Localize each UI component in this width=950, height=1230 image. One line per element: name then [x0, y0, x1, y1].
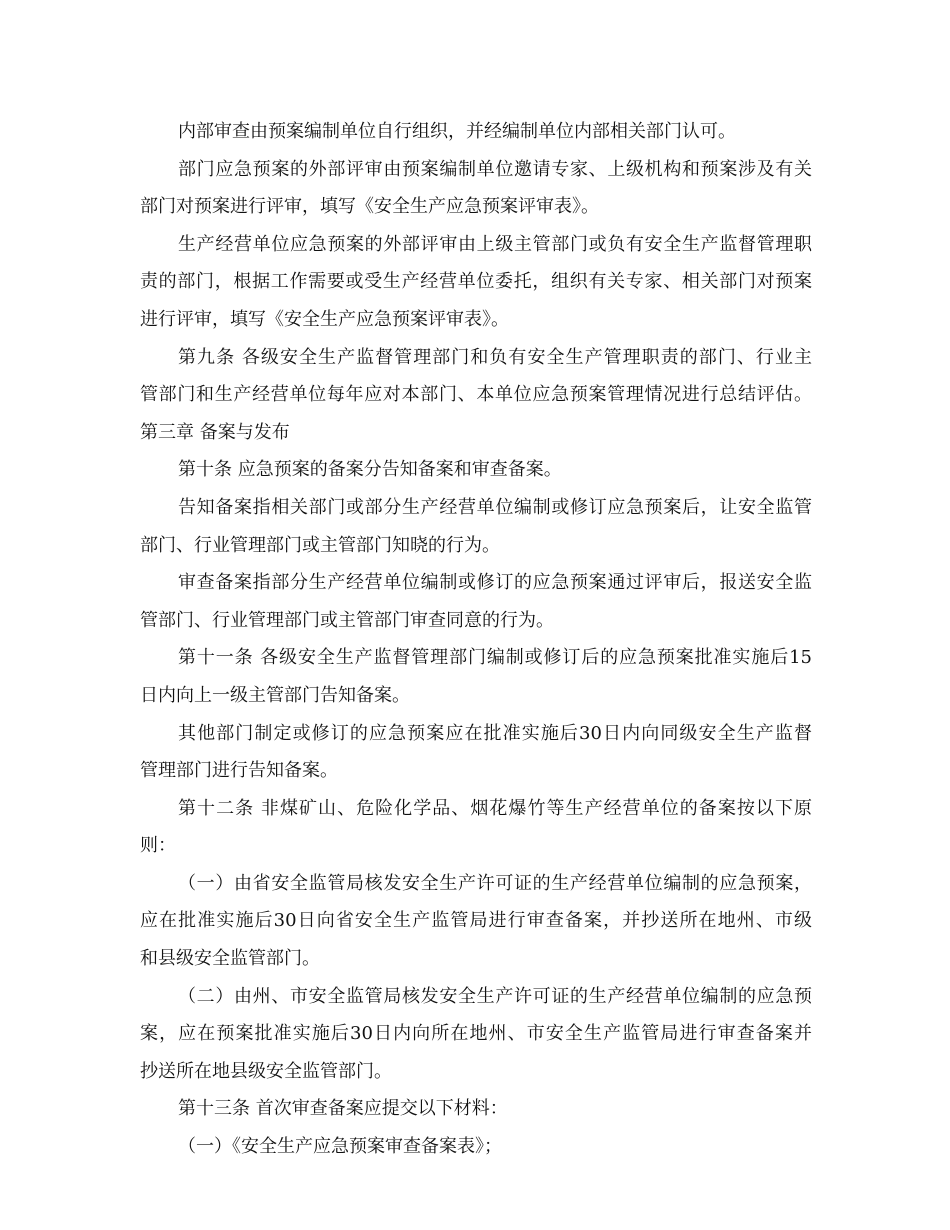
text-line: 其他部门制定或修订的应急预案应在批准实施后30日内向同级安全生产监督 — [178, 722, 812, 744]
document-page — [140, 113, 812, 1166]
text-line: 审查备案指部分生产经营单位编制或修订的应急预案通过评审后，报送安全监 — [178, 572, 812, 594]
text-line: 告知备案指相关部门或部分生产经营单位编制或修订应急预案后，让安全监管 — [178, 496, 812, 518]
text-line: 抄送所在地县级安全监管部门。 — [140, 1060, 392, 1082]
article-11-heading: 第十一条 各级安全生产监督管理部门编制或修订后的应急预案批准实施后15 — [178, 647, 812, 669]
text-line: 生产经营单位应急预案的外部评审由上级主管部门或负有安全生产监督管理职 — [178, 233, 812, 255]
text-line: 部门、行业管理部门或主管部门知晓的行为。 — [140, 534, 500, 556]
list-item-1: （一）由省安全监管局核发安全生产许可证的生产经营单位编制的应急预案， — [178, 872, 812, 894]
list-item-1: （一）《安全生产应急预案审查备案表》； — [178, 1136, 502, 1158]
article-9-heading: 第九条 各级安全生产监督管理部门和负有安全生产管理职责的部门、行业主 — [178, 346, 812, 368]
text-line: 进行评审，填写《安全生产应急预案评审表》。 — [140, 308, 509, 330]
text-line: 应在批准实施后30日向省安全生产监管局进行审查备案，并抄送所在地州、市级 — [140, 910, 812, 932]
text-line: 部门应急预案的外部评审由预案编制单位邀请专家、上级机构和预案涉及有关 — [178, 158, 812, 180]
list-item-2: （二）由州、市安全监管局核发安全生产许可证的生产经营单位编制的应急预 — [178, 985, 812, 1007]
article-12-heading: 第十二条 非煤矿山、危险化学品、烟花爆竹等生产经营单位的备案按以下原 — [178, 797, 812, 819]
text-line: 和县级安全监管部门。 — [140, 948, 320, 970]
text-line: 则： — [140, 835, 176, 857]
text-line: 管部门、行业管理部门或主管部门审查同意的行为。 — [140, 609, 554, 631]
text-line: 案，应在预案批准实施后30日内向所在地州、市安全生产监管局进行审查备案并 — [140, 1023, 812, 1045]
chapter-3-heading: 第三章 备案与发布 — [140, 421, 290, 443]
text-line: 日内向上一级主管部门告知备案。 — [140, 684, 410, 706]
text-line: 内部审查由预案编制单位自行组织，并经编制单位内部相关部门认可。 — [178, 121, 736, 142]
article-10-heading: 第十条 应急预案的备案分告知备案和审查备案。 — [178, 459, 562, 481]
text-line: 管部门和生产经营单位每年应对本部门、本单位应急预案管理情况进行总结评估。 — [140, 384, 812, 406]
text-line: 管理部门进行告知备案。 — [140, 760, 338, 782]
text-line: 责的部门，根据工作需要或受生产经营单位委托，组织有关专家、相关部门对预案 — [140, 271, 812, 293]
text-line: 部门对预案进行评审，填写《安全生产应急预案评审表》。 — [140, 196, 599, 218]
article-13-heading: 第十三条 首次审查备案应提交以下材料： — [178, 1098, 508, 1120]
